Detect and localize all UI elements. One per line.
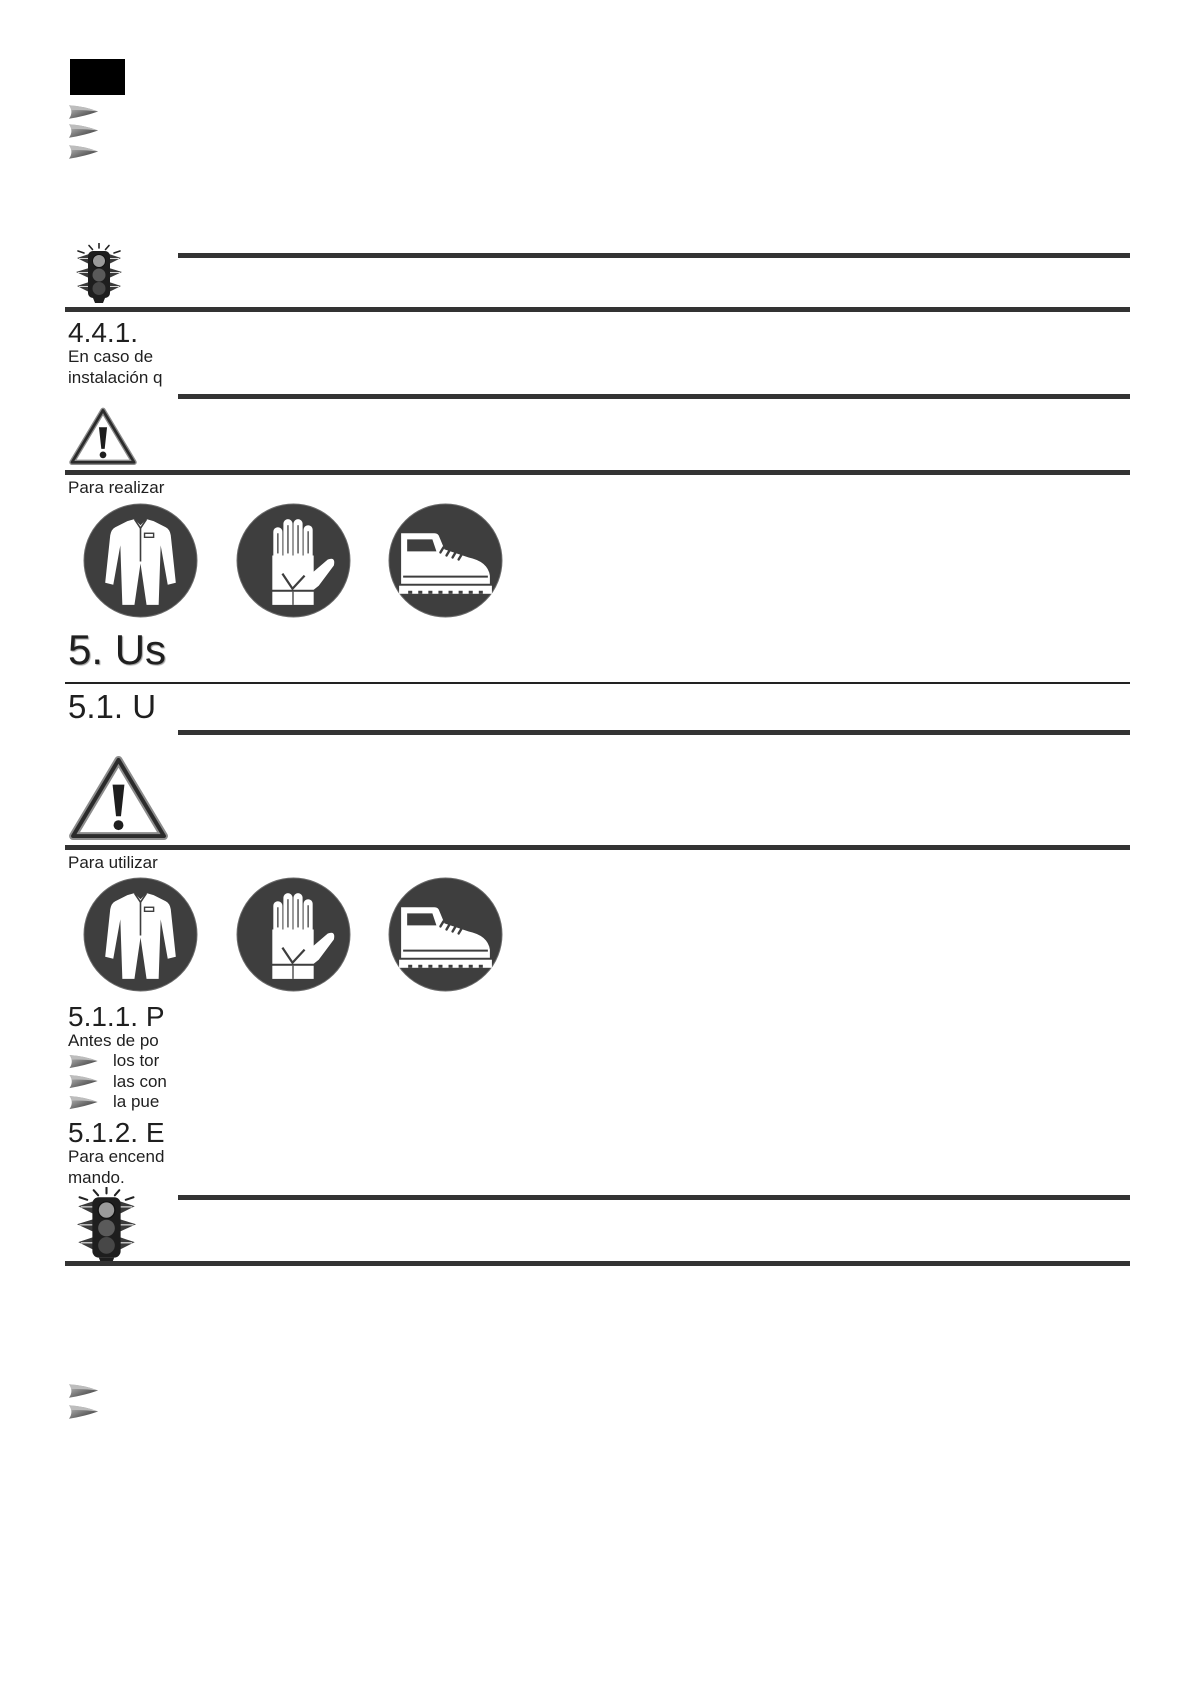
list-item-text: la pue — [113, 1092, 160, 1112]
warning-rule-top — [178, 730, 1130, 735]
body-line: Para encend — [68, 1147, 165, 1166]
protective-clothing-icon — [83, 503, 198, 618]
safety-shoes-icon — [388, 503, 503, 618]
safety-shoes-icon — [388, 877, 503, 992]
list-item-text: los tor — [113, 1051, 160, 1071]
bullet-arrow-icon — [68, 1095, 99, 1110]
section-5-1-1-heading: 5.1.1. P — [68, 1001, 165, 1032]
bullet-arrow-icon — [68, 1383, 99, 1399]
bullet-arrow-icon — [68, 1404, 99, 1420]
notice-rule-top — [178, 253, 1130, 258]
chapter-rule — [65, 682, 1130, 684]
bullet-arrow-icon — [68, 1054, 99, 1069]
notice-rule-top — [178, 1195, 1130, 1200]
body-line: En caso de — [68, 347, 154, 366]
list-item — [68, 1072, 167, 1093]
list-item-text: las con — [113, 1071, 167, 1091]
section-5-1-2-body — [68, 1147, 164, 1188]
notice-rule-bottom — [65, 1261, 1130, 1266]
protective-gloves-icon — [236, 877, 351, 992]
section-4-4-1-heading: 4.4.1. — [68, 317, 139, 348]
section-4-4-1-body — [68, 346, 163, 388]
traffic-light-icon — [73, 243, 125, 303]
page-header-block — [70, 59, 125, 95]
section-5-1-1-intro: Antes de po — [68, 1031, 159, 1050]
bullet-arrow-icon — [68, 104, 99, 120]
checklist — [68, 1051, 167, 1113]
warning-rule-bottom — [65, 470, 1130, 475]
section-5-1-heading: 5.1. U — [68, 688, 157, 725]
warning-rule-bottom — [65, 845, 1130, 850]
list-item — [68, 1051, 167, 1072]
warning-triangle-icon — [69, 755, 168, 840]
body-line: instalación q — [68, 368, 163, 387]
warning-triangle-icon — [69, 407, 137, 465]
protective-gloves-icon — [236, 503, 351, 618]
bullet-arrow-icon — [68, 1074, 99, 1089]
traffic-light-icon — [73, 1187, 140, 1264]
chapter-5-heading: 5. Us — [68, 626, 167, 673]
bullet-arrow-icon — [68, 123, 99, 139]
body-line: mando. — [68, 1167, 125, 1187]
bullet-arrow-icon — [68, 144, 99, 160]
section-5-1-2-heading: 5.1.2. E — [68, 1117, 165, 1148]
protective-clothing-icon — [83, 877, 198, 992]
ppe-intro-text: Para realizar — [68, 478, 165, 497]
notice-rule-bottom — [65, 307, 1130, 312]
list-item — [68, 1092, 167, 1113]
warning-rule-top — [178, 394, 1130, 399]
ppe-intro-text: Para utilizar — [68, 853, 158, 872]
